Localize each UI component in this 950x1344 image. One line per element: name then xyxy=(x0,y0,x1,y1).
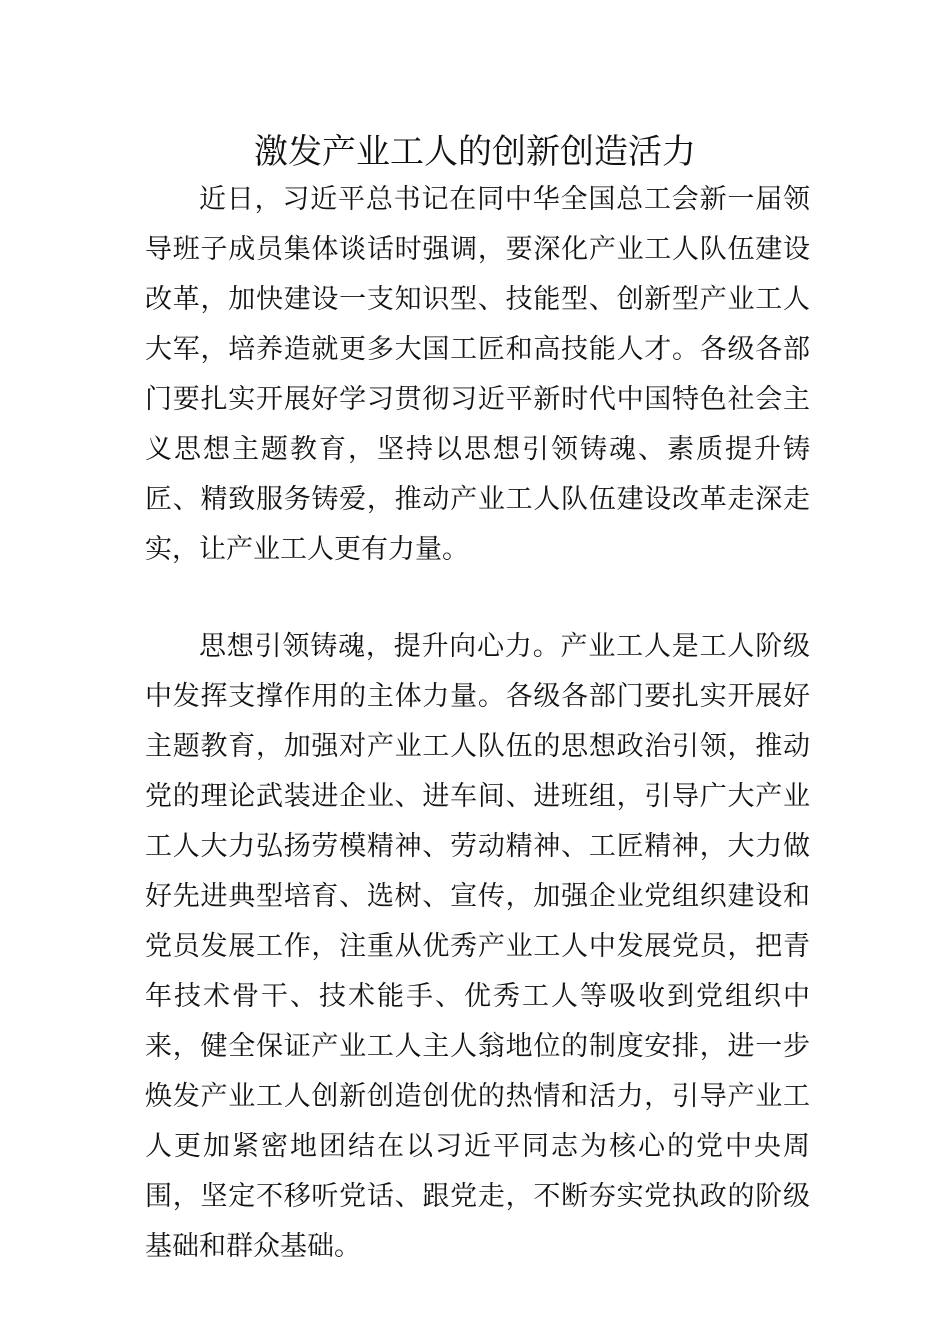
paragraph-intro: 近日，习近平总书记在同中华全国总工会新一届领导班子成员集体谈话时强调，要深化产业工人队伍建设改革，加快建设一支知识型、技能型、创新型产业工人大军，培养造就更多大国工匠和高技能人才。各级各部门要扎实开展好学习贯彻习近平新时代中国特色社会主义思想主题教育，坚持以思想引领铸魂、素质提升铸匠、精致服务铸爱，推动产业工人队伍建设改革走深走实，让产业工人更有力量。 xyxy=(145,184,810,565)
paragraph-ideological-guidance: 思想引领铸魂，提升向心力。产业工人是工人阶级中发挥支撑作用的主体力量。各级各部门要扎实开展好主题教育，加强对产业工人队伍的思想政治引领，推动党的理论武装进企业、进车间、进班组，引导广大产业工人大力弘扬劳模精神、劳动精神、工匠精神，大力做好先进典型培育、选树、宣传，加强企业党组织建设和党员发展工作，注重从优秀产业工人中发展党员，把青年技术骨干、技术能手、优秀工人等吸收到党组织中来，健全保证产业工人主人翁地位的制度安排，进一步焕发产业工人创新创造创优的热情和活力，引导产业工人更加紧密地团结在以习近平同志为核心的党中央周围，坚定不移听党话、跟党走，不断夯实党执政的阶级基础和群众基础。 xyxy=(145,631,810,1262)
document-title: 激发产业工人的创新创造活力 xyxy=(254,132,696,172)
